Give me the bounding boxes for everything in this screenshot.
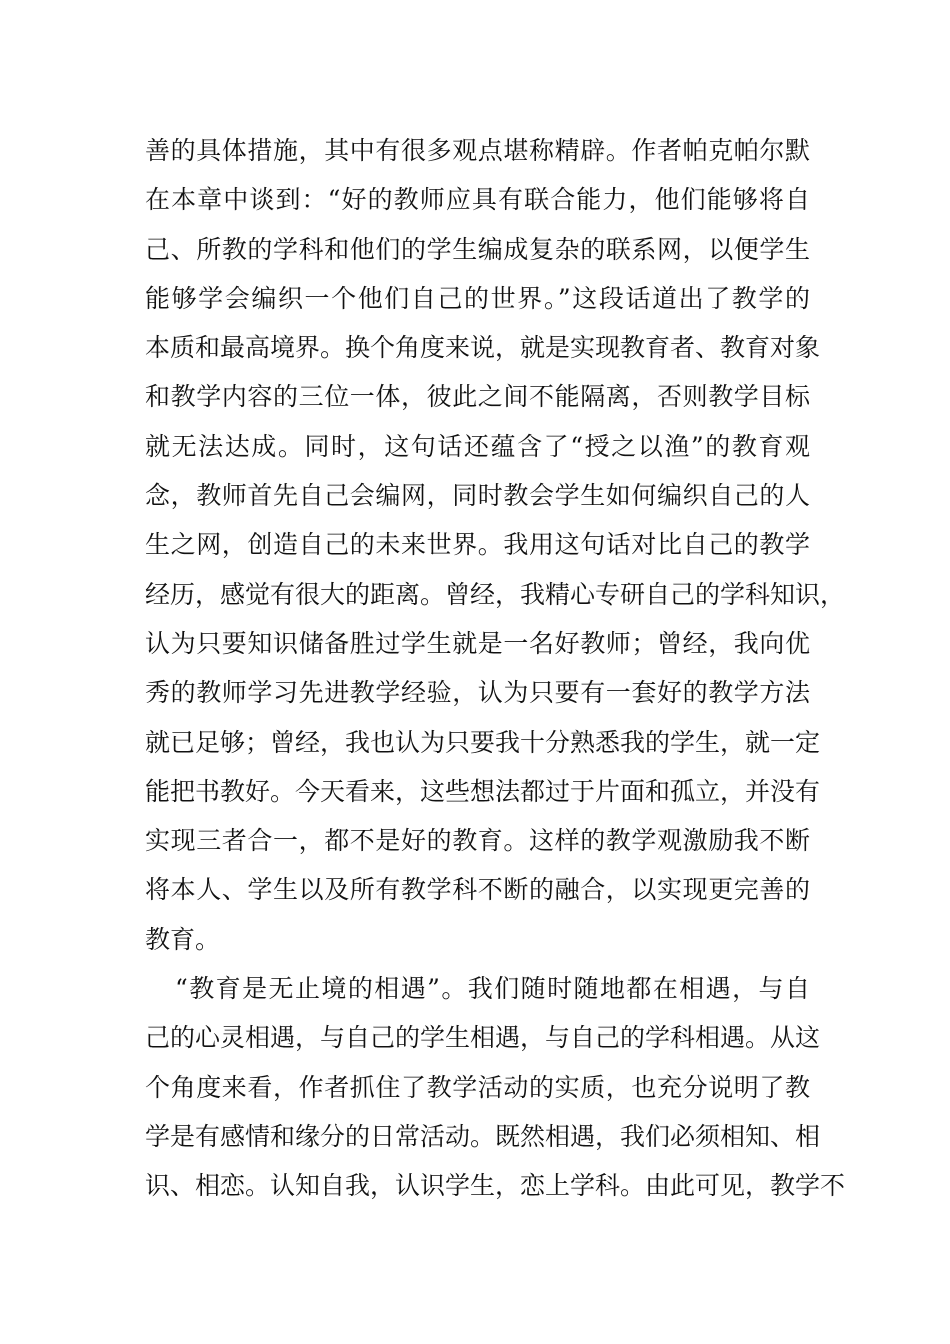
text-line: 念，教师首先自己会编网，同时教会学生如何编织自己的人 [145,481,810,511]
text-line: 生之网，创造自己的未来世界。我用这句话对比自己的教学 [145,530,810,560]
text-line: 善的具体措施，其中有很多观点堪称精辟。作者帕克帕尔默 [145,136,810,165]
text-line: 实现三者合一，都不是好的教育。这样的教学观激励我不断 [145,826,810,856]
body-text [145,126,846,1211]
text-line: 教育。 [145,924,221,954]
text-line: 就已足够；曾经，我也认为只要我十分熟悉我的学生，就一定 [145,727,821,757]
text-line: 能够学会编织一个他们自己的世界。”这段话道出了教学的 [145,283,810,313]
text-line: 识、相恋。认知自我，认识学生，恋上学科。由此可见，教学不 [145,1171,846,1201]
text-line: 和教学内容的三位一体，彼此之间不能隔离，否则教学目标 [145,382,810,412]
text-line: 就无法达成。同时，这句话还蕴含了“授之以渔”的教育观 [145,431,810,461]
paragraph-2 [145,964,846,1210]
text-line: 学是有感情和缘分的日常活动。既然相遇，我们必须相知、相 [145,1121,821,1151]
text-line: 认为只要知识储备胜过学生就是一名好教师；曾经，我向优 [145,628,810,658]
text-line: 己的心灵相遇，与自己的学生相遇，与自己的学科相遇。从这 [145,1023,821,1053]
paragraph-1 [145,126,846,964]
text-line: “教育是无止境的相遇”。我们随时随地都在相遇，与自 [175,974,810,1004]
text-line: 己、所教的学科和他们的学生编成复杂的联系网，以便学生 [145,234,810,264]
text-line: 将本人、学生以及所有教学科不断的融合，以实现更完善的 [145,875,810,905]
text-line: 经历，感觉有很大的距离。曾经，我精心专研自己的学科知识， [145,579,846,609]
text-line: 秀的教师学习先进教学经验，认为只要有一套好的教学方法 [145,678,810,708]
text-line: 在本章中谈到：“好的教师应具有联合能力，他们能够将自 [145,185,810,215]
text-line: 能把书教好。今天看来，这些想法都过于片面和孤立，并没有 [145,776,821,806]
text-line: 本质和最高境界。换个角度来说，就是实现教育者、教育对象 [145,333,821,363]
text-line: 个角度来看，作者抓住了教学活动的实质，也充分说明了教 [145,1072,810,1102]
